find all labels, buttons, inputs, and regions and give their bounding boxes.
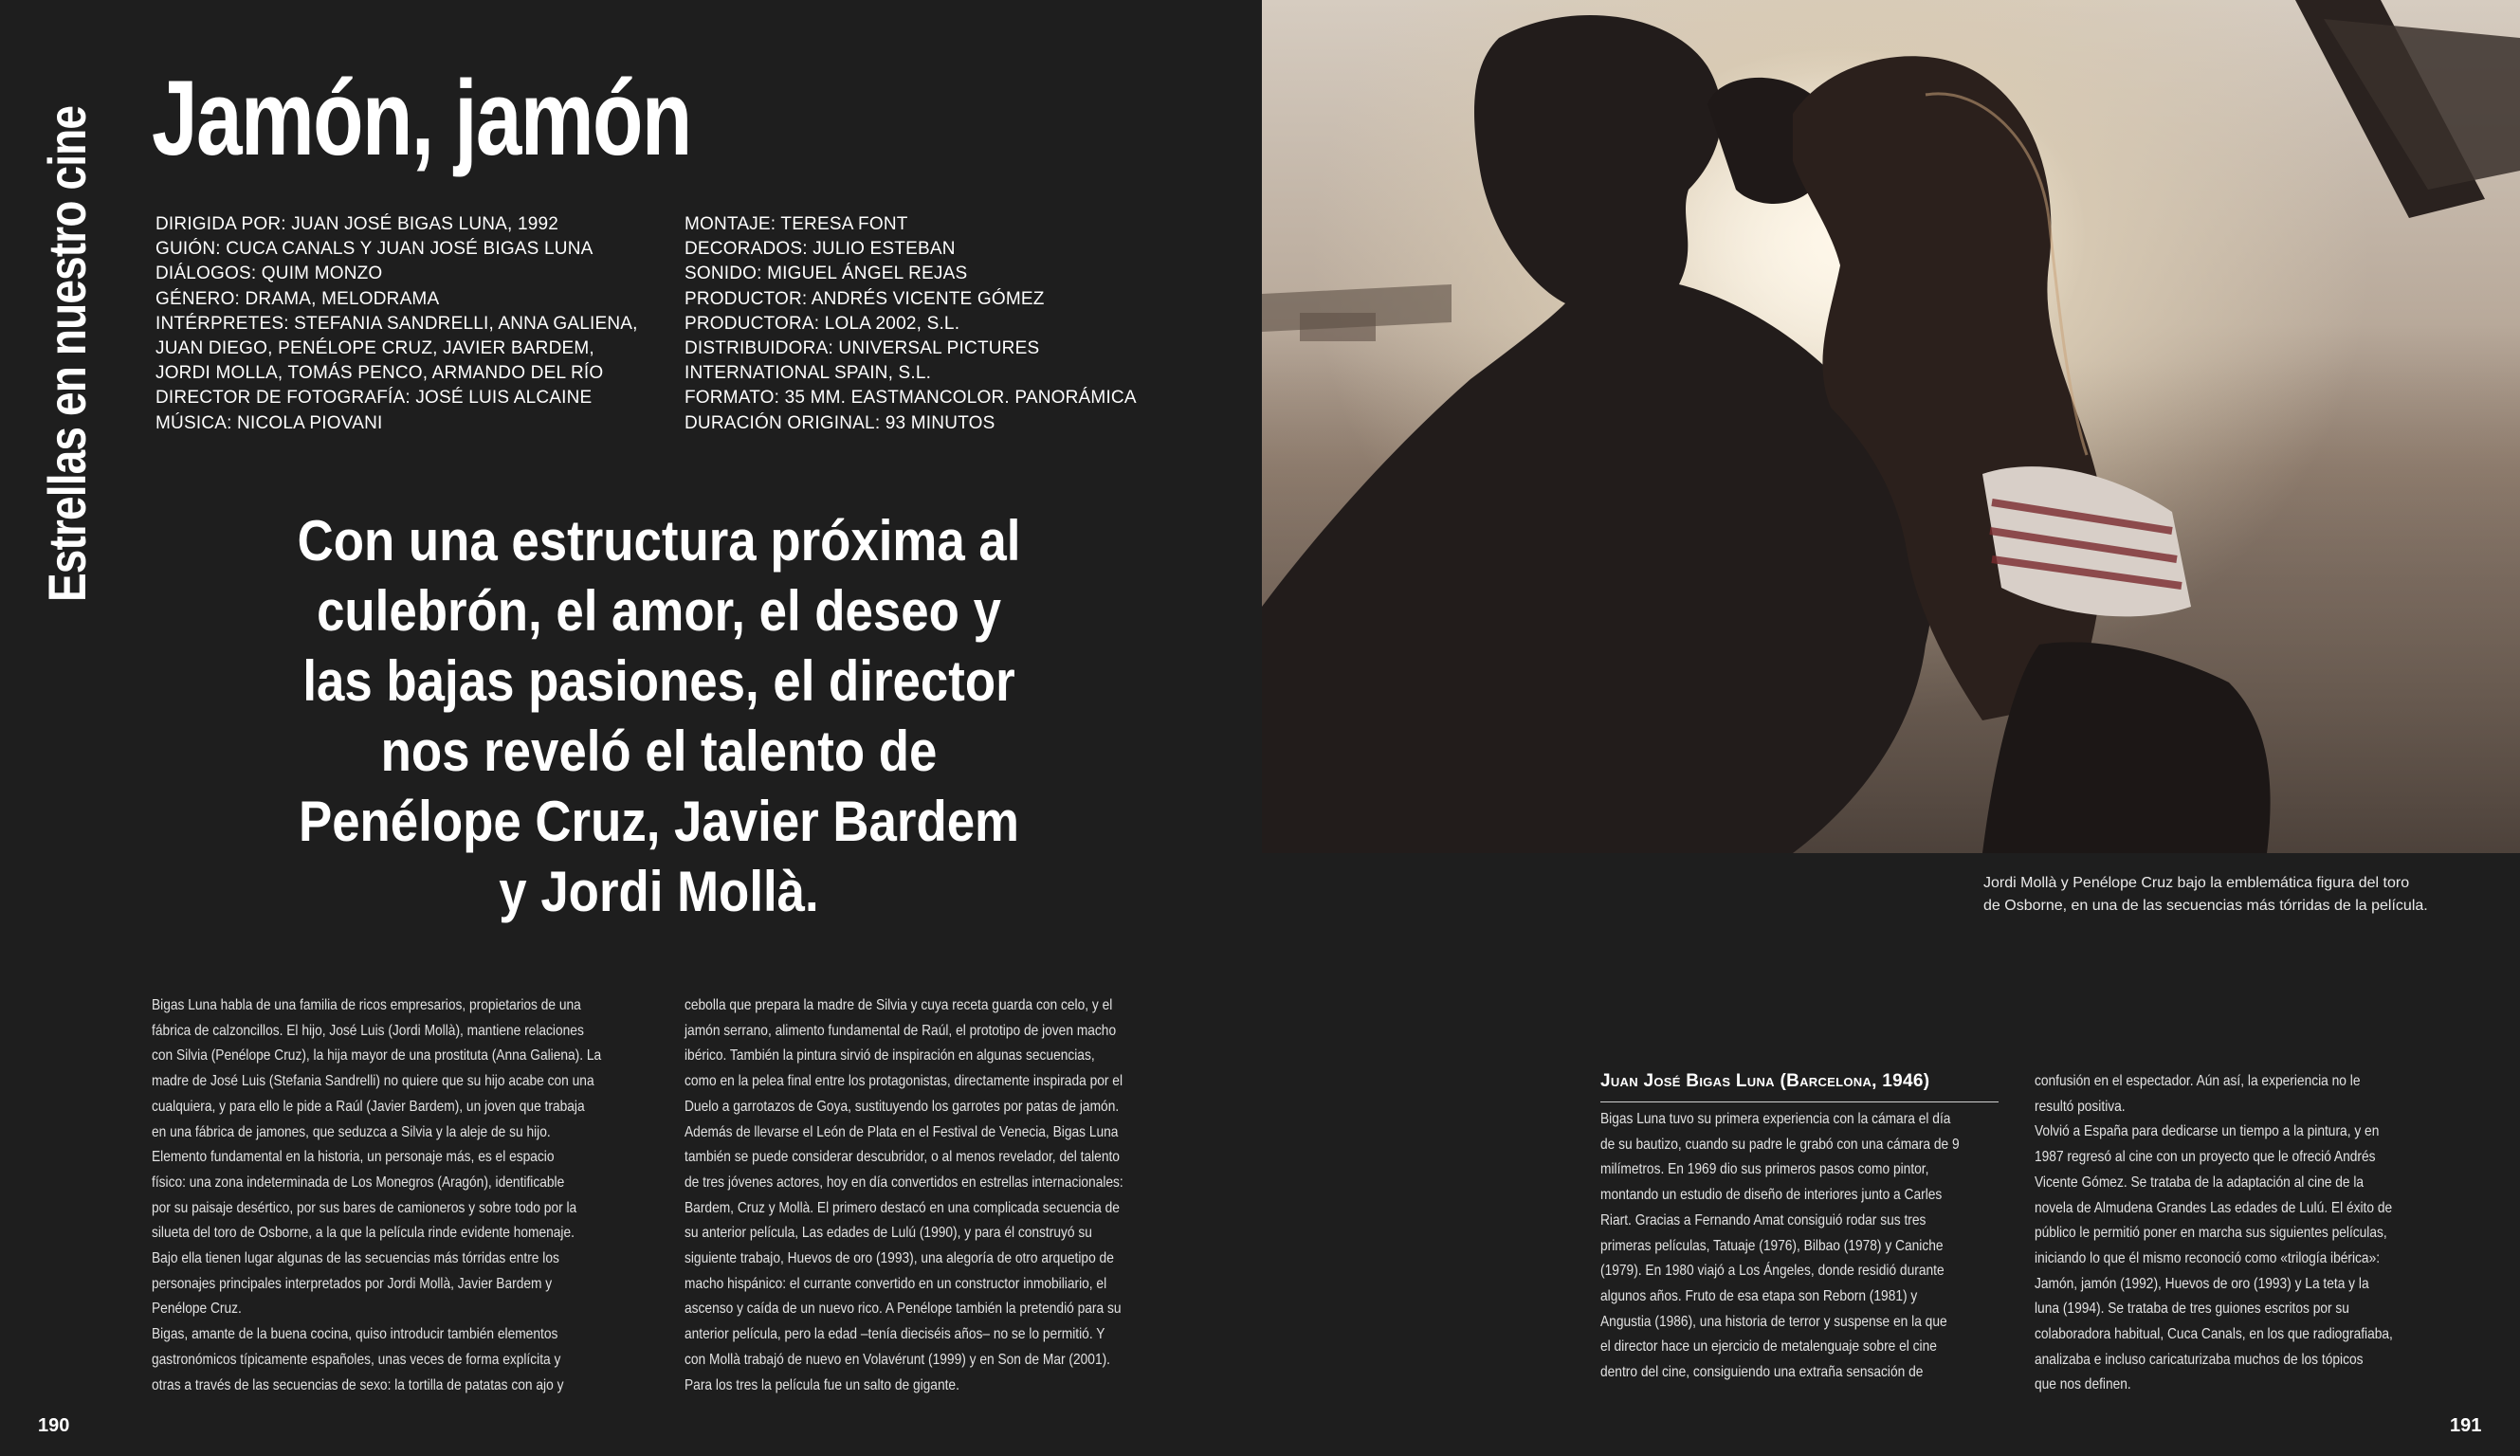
caption-line: de Osborne, en una de las secuencias más tórridas de la película. [1983,898,2428,914]
body-line: analizaba e incluso caricaturizaba muchos de los tópicos [2035,1351,2364,1368]
body-line: físico: una zona indeterminada de Los Monegros (Aragón), identificable [152,1174,565,1191]
body-line: en una fábrica de jamones, que seduzca a Silvia y la aleje de su hijo. [152,1123,551,1140]
body-line: Duelo a garrotazos de Goya, sustituyendo los garrotes por patas de jamón. [685,1098,1120,1115]
body-line: Bajo ella tienen lugar algunas de las secuencias más tórridas entre los [152,1250,559,1267]
body-line: que nos definen. [2035,1376,2131,1393]
page-number-right: 191 [2450,1415,2482,1436]
body-line: madre de José Luis (Stefania Sandrelli) no quiere que su hijo acabe con una [152,1073,594,1090]
body-line: cualquiera, y para ello le pide a Raúl (Javier Bardem), un joven que trabaja [152,1098,585,1115]
body-line: Para los tres la película fue un salto de gigante. [685,1376,959,1393]
credits-right [685,212,1178,436]
body-line: silueta del toro de Osborne, a la que la película rinde evidente homenaje. [152,1225,575,1242]
credit-line: DIÁLOGOS: QUIM MONZO [155,264,383,284]
credit-line: INTÉRPRETES: STEFANIA SANDRELLI, ANNA GALIENA, [155,313,638,334]
body-line: con Silvia (Penélope Cruz), la hija mayor de una prostituta (Anna Galiena). La [152,1047,602,1065]
pull-quote-line: culebrón, el amor, el deseo y [317,579,1001,643]
body-line: el director hace un ejercicio de metalenguaje sobre el cine [1600,1338,1937,1356]
bio-heading: Juan José Bigas Luna (Barcelona, 1946) [1600,1071,1999,1102]
photo-caption [1983,872,2428,918]
credit-line: MÚSICA: NICOLA PIOVANI [155,412,383,433]
credit-line: FORMATO: 35 MM. EASTMANCOLOR. PANORÁMICA [685,388,1137,409]
credit-line: DIRIGIDA POR: JUAN JOSÉ BIGAS LUNA, 1992 [155,214,559,234]
body-line: por su paisaje desértico, por sus bares de camioneros y sobre todo por la [152,1199,577,1216]
credit-line: PRODUCTOR: ANDRÉS VICENTE GÓMEZ [685,288,1045,309]
body-line: confusión en el espectador. Aún así, la experiencia no le [2035,1073,2361,1089]
credit-line: DURACIÓN ORIGINAL: 93 MINUTOS [685,412,995,433]
body-line: con Mollà trabajó de nuevo en Volavérunt (1999) y en Son de Mar (2001). [685,1351,1111,1368]
body-line: milímetros. En 1969 dio sus primeros pasos como pintor, [1600,1161,1929,1178]
pull-quote-line: las bajas pasiones, el director [302,649,1015,713]
credit-line: MONTAJE: TERESA FONT [685,214,908,234]
page-number-left: 190 [38,1415,70,1436]
film-still-photo [1262,0,2520,853]
body-line: Volvió a España para dedicarse un tiempo a la pintura, y en [2035,1123,2380,1140]
body-line: público le permitió poner en marcha sus siguientes películas, [2035,1225,2387,1242]
body-line: algunos años. Fruto de esa etapa son Reborn (1981) y [1600,1287,1918,1304]
credit-line: DIRECTOR DE FOTOGRAFÍA: JOSÉ LUIS ALCAINE [155,388,593,409]
body-line: luna (1994). Se trataba de tres guiones escritos por su [2035,1301,2349,1318]
body-line: Además de llevarse el León de Plata en el Festival de Venecia, Bigas Luna [685,1123,1119,1140]
body-line: siguiente trabajo, Huevos de oro (1993), una alegoría de otro arquetipo de [685,1250,1114,1267]
body-line: novela de Almudena Grandes Las edades de Lulú. El éxito de [2035,1199,2393,1216]
pull-quote-line: Penélope Cruz, Javier Bardem [298,790,1020,853]
body-line: otras a través de las secuencias de sexo: la tortilla de patatas con ajo y [152,1376,564,1393]
body-line: Jamón, jamón (1992), Huevos de oro (1993) y La teta y la [2035,1275,2369,1292]
body-line: dentro del cine, consiguiendo una extraña sensación de [1600,1364,1924,1381]
body-line: jamón serrano, alimento fundamental de Raúl, el prototipo de joven macho [685,1022,1117,1039]
section-title: Estrellas en nuestro cine [37,105,97,603]
caption-line: Jordi Mollà y Penélope Cruz bajo la emblemática figura del toro [1983,875,2410,891]
body-line: Elemento fundamental en la historia, un personaje más, es el espacio [152,1149,555,1166]
body-line: su anterior película, Las edades de Lulú (1990), y para él construyó su [685,1225,1092,1242]
credit-line: GUIÓN: CUCA CANALS Y JUAN JOSÉ BIGAS LUNA [155,239,593,260]
pull-quote [254,506,1064,927]
body-column-1 [152,993,654,1398]
credit-line: GÉNERO: DRAMA, MELODRAMA [155,288,440,309]
pull-quote-line: nos reveló el talento de [380,719,938,783]
body-column-2 [685,993,1187,1398]
credit-line: JUAN DIEGO, PENÉLOPE CRUZ, JAVIER BARDEM, [155,338,594,359]
body-line: (1979). En 1980 viajó a Los Ángeles, donde residió durante [1600,1263,1945,1280]
body-line: personajes principales interpretados por Jordi Mollà, Javier Bardem y [152,1275,553,1292]
body-line: gastronómicos típicamente españoles, unas veces de forma explícita y [152,1351,561,1368]
body-line: Vicente Gómez. Se trataba de la adaptación al cine de la [2035,1174,2365,1191]
body-line: ibérico. También la pintura sirvió de inspiración en algunas secuencias, [685,1047,1095,1065]
credit-line: JORDI MOLLA, TOMÁS PENCO, ARMANDO DEL RÍO [155,363,604,384]
body-line: iniciando lo que él mismo reconoció como «trilogía ibérica»: [2035,1249,2381,1266]
body-line: de tres jóvenes actores, hoy en día convertidos en estrellas internacionales: [685,1174,1123,1191]
body-line: colaboradora habitual, Cuca Canals, en los que radiografiaba, [2035,1326,2393,1343]
body-line: primeras películas, Tatuaje (1976), Bilbao (1978) y Caniche [1600,1237,1944,1254]
body-line: de su bautizo, cuando su padre le grabó con una cámara de 9 [1600,1136,1960,1153]
body-line: fábrica de calzoncillos. El hijo, José Luis (Jordi Mollà), mantiene relaciones [152,1022,584,1039]
pull-quote-line: y Jordi Mollà. [499,860,819,923]
body-line: cebolla que prepara la madre de Silvia y cuya receta guarda con celo, y el [685,997,1113,1013]
body-line: como en la pelea final entre los protagonistas, directamente inspirada por el [685,1073,1123,1090]
body-line: resultó positiva. [2035,1098,2126,1115]
body-column-4 [2035,1069,2442,1398]
film-title: Jamón, jamón [152,59,691,177]
body-column-3 [1600,1107,1999,1386]
credits-left [155,212,648,436]
body-line: anterior película, pero la edad –tenía dieciséis años– no se lo permitió. Y [685,1326,1105,1343]
body-line: Penélope Cruz. [152,1301,242,1318]
body-line: Bigas Luna habla de una familia de ricos empresarios, propietarios de una [152,997,581,1013]
body-line: Angustia (1986), una historia de terror y suspense en la que [1600,1313,1947,1330]
body-line: 1987 regresó al cine con un proyecto que le ofreció Andrés [2035,1149,2376,1166]
photo-illustration [1262,0,2520,853]
body-line: Bardem, Cruz y Mollà. El primero destacó en una complicada secuencia de [685,1199,1120,1216]
credit-line: SONIDO: MIGUEL ÁNGEL REJAS [685,264,968,284]
body-line: montando un estudio de diseño de interiores junto a Carles [1600,1187,1943,1204]
credit-line: PRODUCTORA: LOLA 2002, S.L. [685,313,960,334]
body-line: ascenso y caída de un nuevo rico. A Penélope también la pretendió para su [685,1301,1122,1318]
body-line: Bigas Luna tuvo su primera experiencia con la cámara el día [1600,1111,1951,1127]
body-line: macho hispánico: el currante convertido en un constructor inmobiliario, el [685,1275,1107,1292]
credit-line: DISTRIBUIDORA: UNIVERSAL PICTURES [685,338,1040,359]
body-line: también se puede considerar descubridor, o al menos revelador, del talento [685,1149,1120,1166]
credit-line: INTERNATIONAL SPAIN, S.L. [685,363,932,384]
credit-line: DECORADOS: JULIO ESTEBAN [685,239,956,260]
pull-quote-line: Con una estructura próxima al [297,509,1021,573]
body-line: Bigas, amante de la buena cocina, quiso introducir también elementos [152,1326,558,1343]
body-line: Riart. Gracias a Fernando Amat consiguió rodar sus tres [1600,1211,1927,1228]
